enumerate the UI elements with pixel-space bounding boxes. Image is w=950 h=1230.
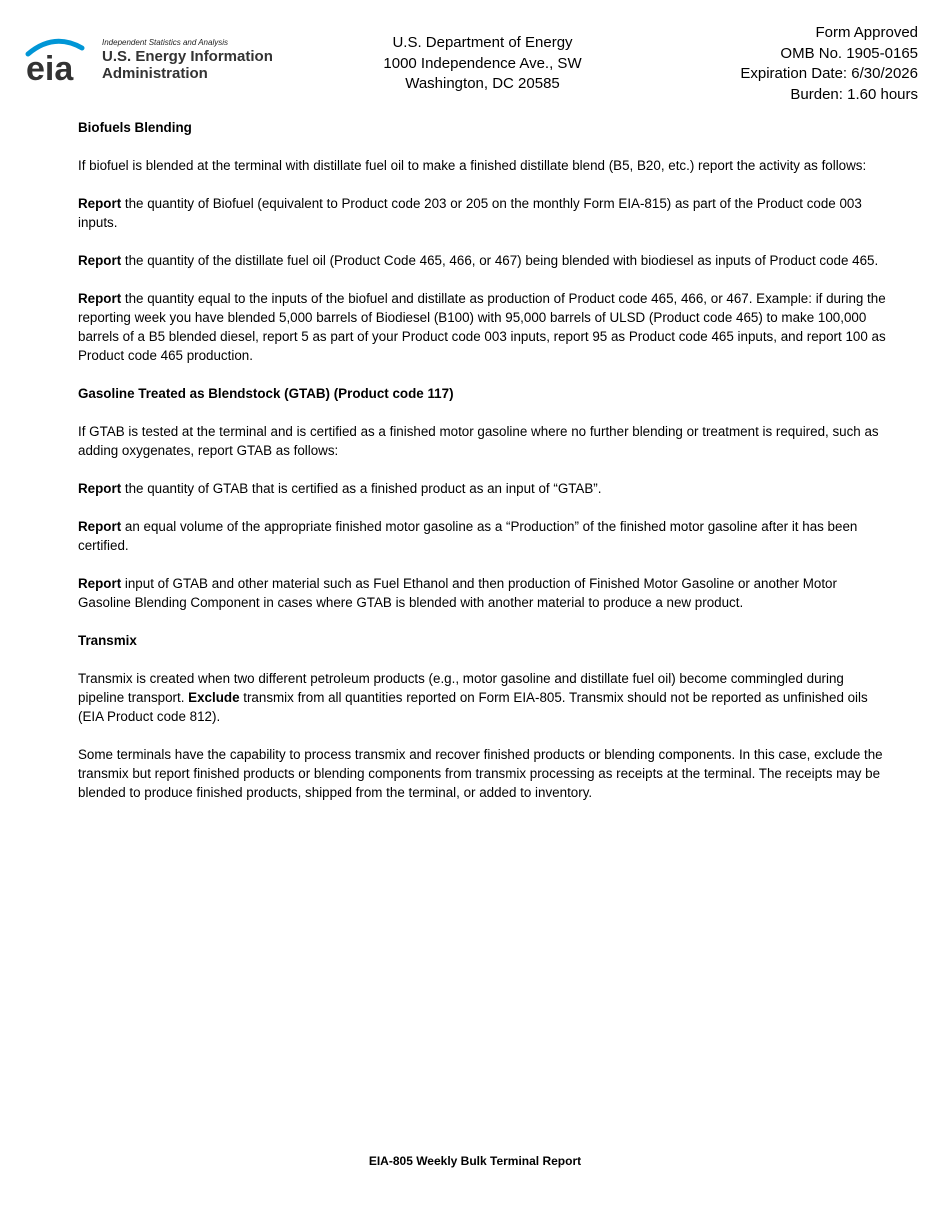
agency-line2: 1000 Independence Ave., SW	[383, 54, 582, 72]
paragraph-text: the quantity of Biofuel (equivalent to Product code 203 or 205 on the monthly Form EIA-815) as part of the Product code 003 inputs.	[78, 196, 862, 230]
gtab-intro: If GTAB is tested at the terminal and is certified as a finished motor gasoline where no further blending or treatment is required, such as adding oxygenates, report GTAB as follows:	[78, 424, 879, 458]
agency-address	[330, 33, 635, 95]
logo-agency-name	[102, 48, 273, 82]
paragraph-text: input of GTAB and other material such as Fuel Ethanol and then production of Finished Motor Gasoline or another Motor Gasoline Blending Component in cases where GTAB is blended with another material to produce a new product.	[78, 576, 837, 610]
report-keyword: Report	[78, 519, 122, 534]
paragraph-text: transmix from all quantities reported on Form EIA-805. Transmix should not be reported as unfinished oils (EIA Product code 812).	[78, 690, 868, 724]
report-keyword: Report	[78, 481, 122, 496]
biofuels-paragraph-1	[78, 194, 893, 232]
logo-tagline: Independent Statistics and Analysis	[102, 38, 229, 47]
biofuels-paragraph-2	[78, 251, 893, 270]
agency-line1: U.S. Department of Energy	[392, 34, 573, 51]
approval-line2: OMB No. 1905-0165	[780, 44, 918, 62]
logo-mark-text: eia	[26, 50, 74, 86]
report-keyword: Report	[78, 576, 122, 591]
eia-logo	[24, 36, 294, 86]
gtab-paragraph-1	[78, 479, 893, 498]
report-keyword: Report	[78, 291, 122, 306]
footer-title: EIA-805 Weekly Bulk Terminal Report	[368, 1154, 582, 1168]
approval-line4: Burden: 1.60 hours	[790, 85, 918, 103]
paragraph-text: an equal volume of the appropriate finished motor gasoline as a “Production” of the finished motor gasoline after it has been certified.	[78, 519, 858, 553]
transmix-paragraph-2: Some terminals have the capability to process transmix and recover finished products or blending components. In this case, exclude the transmix but report finished products or blending components from transmix processing as receipts at the terminal. The receipts may be blended to produce finished products, shipped from the terminal, or added to inventory.	[78, 747, 883, 800]
approval-line3: Expiration Date: 6/30/2026	[740, 65, 918, 82]
agency-line3: Washington, DC 20585	[405, 75, 560, 92]
logo-name-line2: Administration	[102, 65, 208, 82]
gtab-paragraph-3	[78, 574, 893, 612]
gtab-heading: Gasoline Treated as Blendstock (GTAB) (Product code 117)	[78, 386, 454, 401]
paragraph-text: the quantity of GTAB that is certified as a finished product as an input of “GTAB”.	[121, 481, 602, 496]
form-approval-block	[740, 23, 918, 105]
gtab-paragraph-2	[78, 517, 893, 555]
biofuels-intro: If biofuel is blended at the terminal with distillate fuel oil to make a finished distillate blend (B5, B20, etc.) report the activity as follows:	[78, 158, 867, 173]
approval-line1: Form Approved	[815, 24, 918, 41]
eia-logo-icon	[24, 36, 104, 86]
paragraph-text: the quantity equal to the inputs of the biofuel and distillate as production of Product code 465, 466, or 467. Example: if during the reporting week you have blended 5,000 barrels of Biodiesel (B100) with 95,000 barrels of ULSD (Product code 465) to make 100,000 barrels of a B5 blended diesel, report 5 as part of your Product code 003 inputs, report 95 as Product code 465 inputs, and report 100 as Product code 465 production.	[78, 291, 886, 363]
paragraph-text: Transmix is created when two different petroleum products (e.g., motor gasoline and distillate fuel oil) become commingled during pipeline transport.	[78, 671, 844, 705]
transmix-heading: Transmix	[78, 633, 137, 648]
biofuels-heading: Biofuels Blending	[78, 120, 192, 135]
logo-name-line1: U.S. Energy Information	[102, 48, 273, 65]
document-body	[78, 118, 893, 821]
paragraph-text: the quantity of the distillate fuel oil (Product Code 465, 466, or 467) being blended with biodiesel as inputs of Product code 465.	[121, 253, 879, 268]
report-keyword: Report	[78, 196, 122, 211]
exclude-keyword: Exclude	[188, 690, 240, 705]
report-keyword: Report	[78, 253, 122, 268]
transmix-paragraph-1	[78, 669, 893, 726]
biofuels-paragraph-3	[78, 289, 893, 365]
